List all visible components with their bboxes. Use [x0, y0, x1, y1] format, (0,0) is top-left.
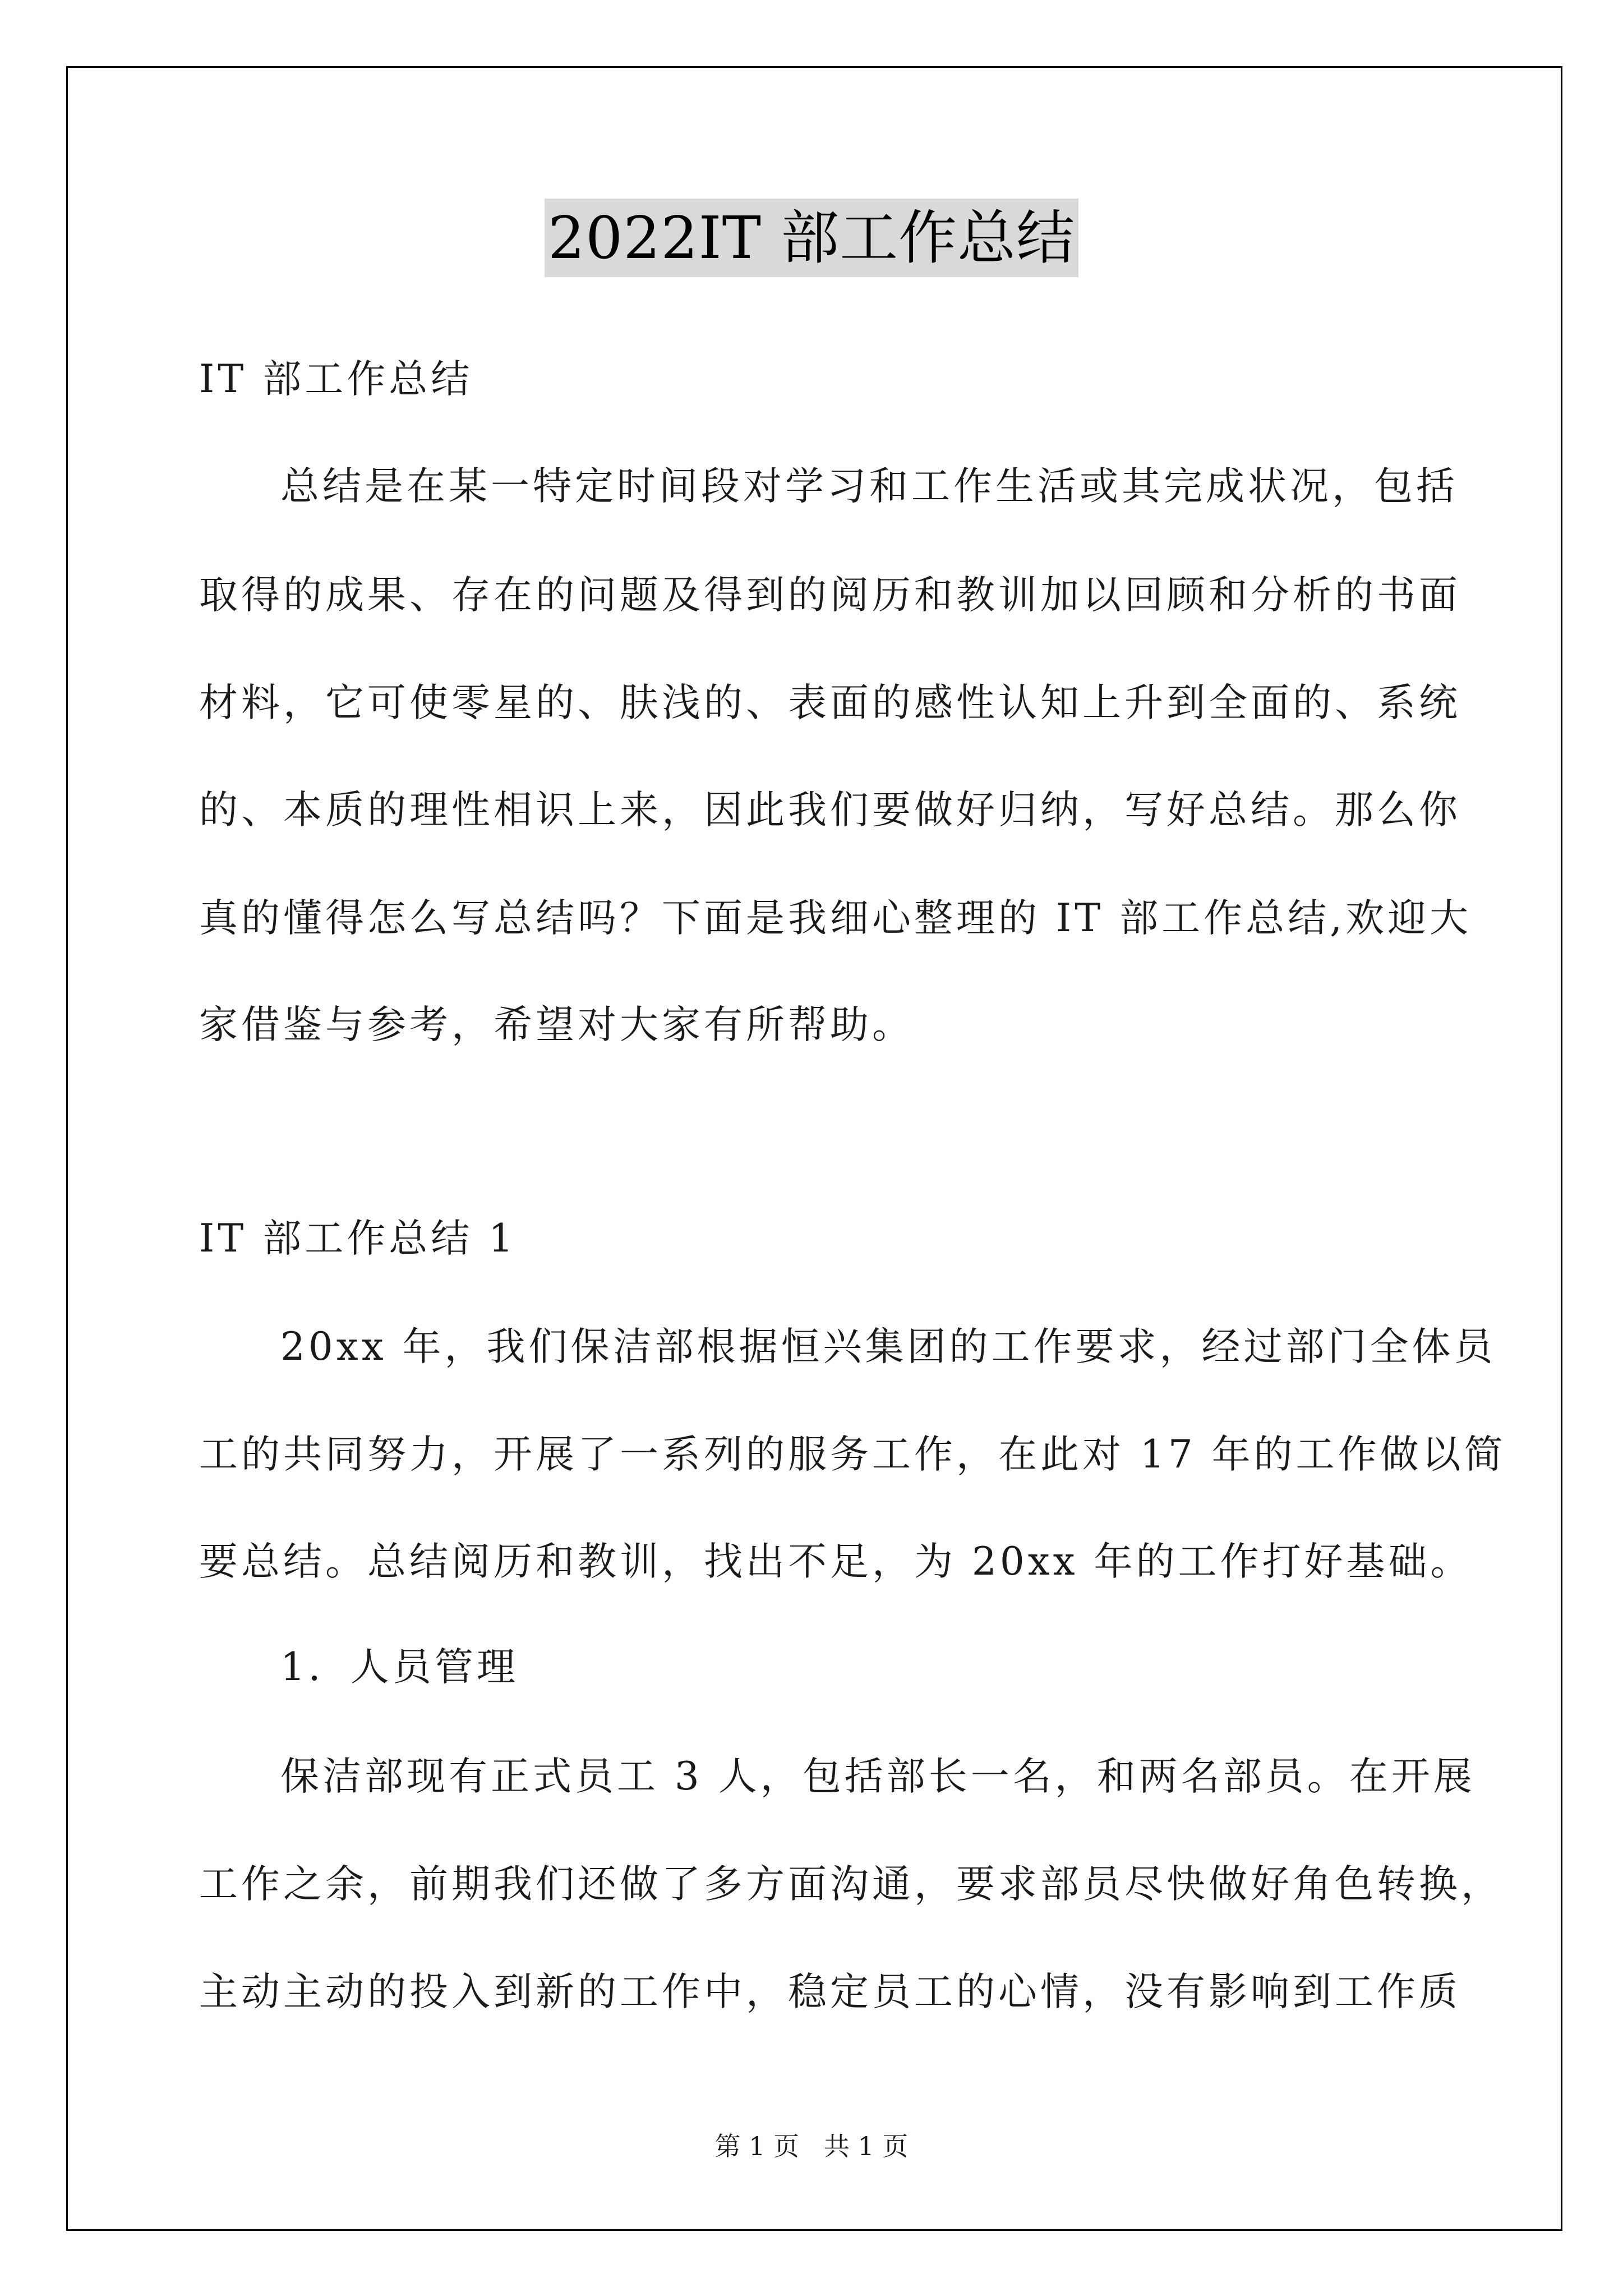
- section-heading: IT 部工作总结 1: [199, 1216, 517, 1261]
- paragraph-line: 材料，它可使零星的、肤浅的、表面的感性认知上升到全面的、系统: [199, 680, 1461, 725]
- paragraph-line: 真的懂得怎么写总结吗？下面是我细心整理的 IT 部工作总结,欢迎大: [199, 896, 1472, 941]
- paragraph-line: 要总结。总结阅历和教训，找出不足，为 20xx 年的工作打好基础。: [199, 1539, 1473, 1584]
- paragraph-line: 工作之余，前期我们还做了多方面沟通，要求部员尽快做好角色转换，: [199, 1862, 1503, 1907]
- section-heading: IT 部工作总结: [199, 357, 473, 402]
- subsection-heading: 1．人员管理: [280, 1645, 519, 1690]
- paragraph-line: 取得的成果、存在的问题及得到的阅历和教训加以回顾和分析的书面: [199, 573, 1461, 618]
- paragraph-line: 工的共同努力，开展了一系列的服务工作，在此对 17 年的工作做以简: [199, 1432, 1506, 1477]
- paragraph-line: 保洁部现有正式员工 3 人，包括部长一名，和两名部员。在开展: [280, 1754, 1476, 1799]
- paragraph-line: 家借鉴与参考，希望对大家有所帮助。: [199, 1002, 914, 1047]
- paragraph-line: 的、本质的理性相识上来，因此我们要做好归纳，写好总结。那么你: [199, 788, 1461, 832]
- page-footer: 第 1 页 共 1 页: [714, 2131, 909, 2161]
- document-title: 2022IT 部工作总结: [545, 199, 1078, 277]
- paragraph-line: 20xx 年，我们保洁部根据恒兴集团的工作要求，经过部门全体员: [280, 1324, 1496, 1369]
- title-container: [0, 199, 1623, 277]
- paragraph-line: 主动主动的投入到新的工作中，稳定员工的心情，没有影响到工作质: [199, 1970, 1461, 2014]
- paragraph-line: 总结是在某一特定时间段对学习和工作生活或其完成状况，包括: [280, 464, 1458, 509]
